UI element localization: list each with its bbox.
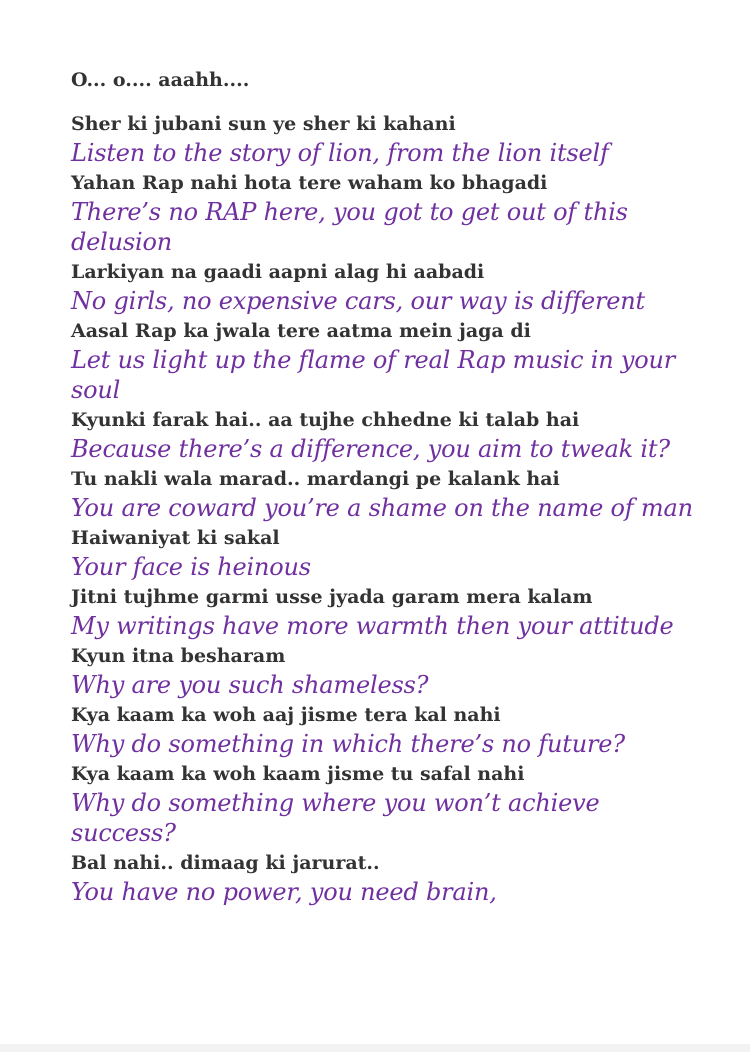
lyric-line: Kyun itna besharam — [71, 645, 286, 667]
lyric-line: Aasal Rap ka jwala tere aatma mein jaga di — [71, 320, 531, 342]
lyric-line: Bal nahi.. dimaag ki jarurat.. — [71, 852, 380, 874]
translation-line: There’s no RAP here, you got to get out of this delusion — [71, 198, 628, 256]
translation-line: No girls, no expensive cars, our way is different — [71, 287, 645, 315]
lyric-line: Sher ki jubani sun ye sher ki kahani — [71, 113, 456, 135]
translation-line: Because there’s a difference, you aim to tweak it? — [71, 435, 670, 463]
lyric-line: Larkiyan na gaadi aapni alag hi aabadi — [71, 261, 485, 283]
intro-line: O... o.... aaahh.... — [71, 69, 250, 91]
lyrics-body — [71, 66, 711, 908]
translation-line: Let us light up the flame of real Rap music in your soul — [71, 346, 676, 404]
lyric-line: Kyunki farak hai.. aa tujhe chhedne ki talab hai — [71, 409, 580, 431]
translation-line: You have no power, you need brain, — [71, 878, 497, 906]
translation-line: Why do something in which there’s no future? — [71, 730, 625, 758]
lyric-line: Haiwaniyat ki sakal — [71, 527, 280, 549]
translation-line: Why are you such shameless? — [71, 671, 429, 699]
lyric-line: Tu nakli wala marad.. mardangi pe kalank hai — [71, 468, 560, 490]
lyric-line: Jitni tujhme garmi usse jyada garam mera kalam — [71, 586, 593, 608]
translation-line: Listen to the story of lion, from the lion itself — [71, 139, 609, 167]
lyric-line: Yahan Rap nahi hota tere waham ko bhagadi — [71, 172, 548, 194]
page-bottom-edge — [0, 1044, 750, 1052]
lyric-line: Kya kaam ka woh aaj jisme tera kal nahi — [71, 704, 501, 726]
lyric-line: Kya kaam ka woh kaam jisme tu safal nahi — [71, 763, 525, 785]
translation-line: Your face is heinous — [71, 553, 311, 581]
translation-line: You are coward you’re a shame on the name of man — [71, 494, 693, 522]
translation-line: Why do something where you won’t achieve success? — [71, 789, 600, 847]
translation-line: My writings have more warmth then your attitude — [71, 612, 674, 640]
